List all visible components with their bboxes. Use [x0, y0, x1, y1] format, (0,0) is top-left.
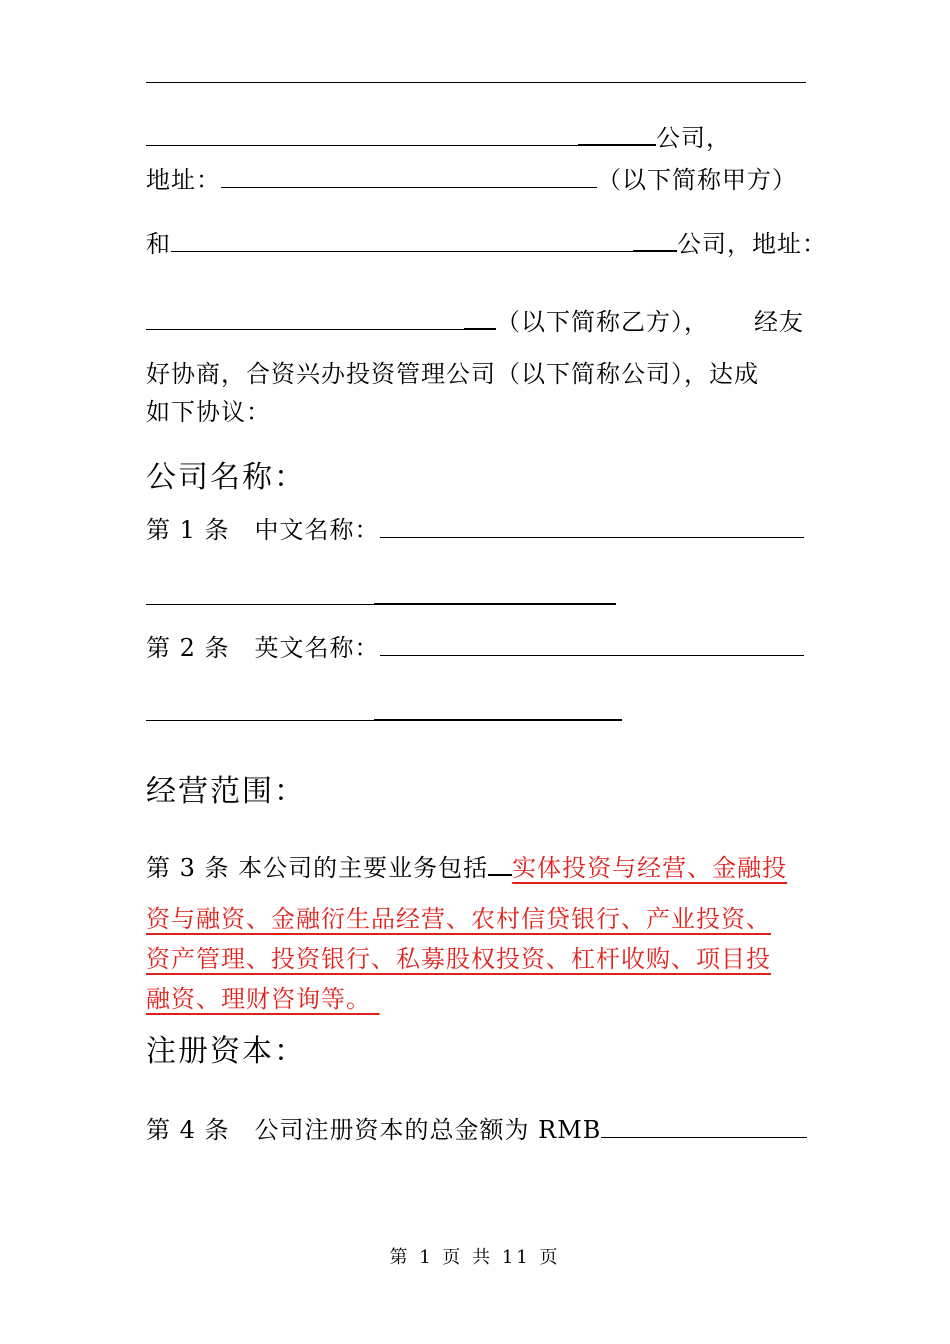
- article-3-scope-3: 资产管理、投资银行、私募股权投资、杠杆收购、项目投: [146, 945, 771, 973]
- english-name-blank-2-thick: [374, 719, 622, 721]
- party-b-company-line: [146, 228, 827, 260]
- article-3-scope-2: 资与融资、金融衍生品经营、农村信贷银行、产业投资、: [146, 905, 771, 933]
- chinese-name-blank-2: [146, 604, 374, 605]
- chinese-name-blank-2-thick: [374, 603, 616, 605]
- article-3-scope-tail: [371, 983, 383, 1015]
- party-a-company-blank: [146, 144, 578, 146]
- article-3-blank: [488, 873, 512, 876]
- party-b-address-blank: [146, 328, 464, 330]
- article-4-line: [146, 1114, 807, 1146]
- party-b-note: （以下简称乙方），: [496, 308, 709, 336]
- party-b-address-blank-thick: [464, 327, 496, 330]
- consult-start: 经友: [754, 308, 804, 336]
- english-name-blank-2: [146, 720, 374, 721]
- article-2-label: 第 2 条 英文名称：: [146, 634, 380, 662]
- party-a-company-blank-thick: [578, 143, 656, 146]
- chinese-name-blank: [380, 536, 804, 538]
- article-2-line: [146, 632, 804, 664]
- party-a-address-line: [146, 164, 797, 196]
- party-a-note: （以下简称甲方）: [597, 166, 797, 194]
- top-rule: [146, 82, 806, 83]
- party-b-address-line: [146, 306, 709, 338]
- company-name-heading: 公司名称：: [146, 460, 306, 495]
- party-b-company-blank: [171, 250, 633, 252]
- party-a-company-suffix: 公司，: [656, 124, 731, 152]
- article-3-scope-4: 融资、理财咨询等。: [146, 985, 371, 1013]
- party-b-company-blank-thick: [633, 249, 677, 252]
- capital-amount-blank: [601, 1136, 807, 1138]
- party-a-address-blank: [221, 186, 597, 188]
- article-3-scope-1: 实体投资与经营、金融投: [512, 854, 788, 882]
- article-4-label: 第 4 条 公司注册资本的总金额为 RMB: [146, 1116, 602, 1144]
- article-1-line: [146, 514, 804, 546]
- english-name-blank: [380, 654, 804, 656]
- page-footer: 第 1 页 共 11 页: [389, 1247, 561, 1268]
- article-3-line-4: [146, 983, 383, 1015]
- registered-capital-heading: 注册资本：: [146, 1034, 306, 1069]
- business-scope-heading: 经营范围：: [146, 774, 306, 809]
- party-a-company-line: [146, 122, 731, 154]
- article-1-label: 第 1 条 中文名称：: [146, 516, 380, 544]
- consult-end: 如下协议：: [146, 398, 271, 426]
- party-b-company-address: 公司，地址：: [677, 230, 827, 258]
- address-label: 地址：: [146, 166, 221, 194]
- article-3-prefix: 第 3 条 本公司的主要业务包括: [146, 854, 489, 882]
- article-3-line-1: [146, 852, 787, 884]
- and-label: 和: [146, 230, 171, 258]
- consult-line: 好协商，合资兴办投资管理公司（以下简称公司），达成: [146, 360, 759, 388]
